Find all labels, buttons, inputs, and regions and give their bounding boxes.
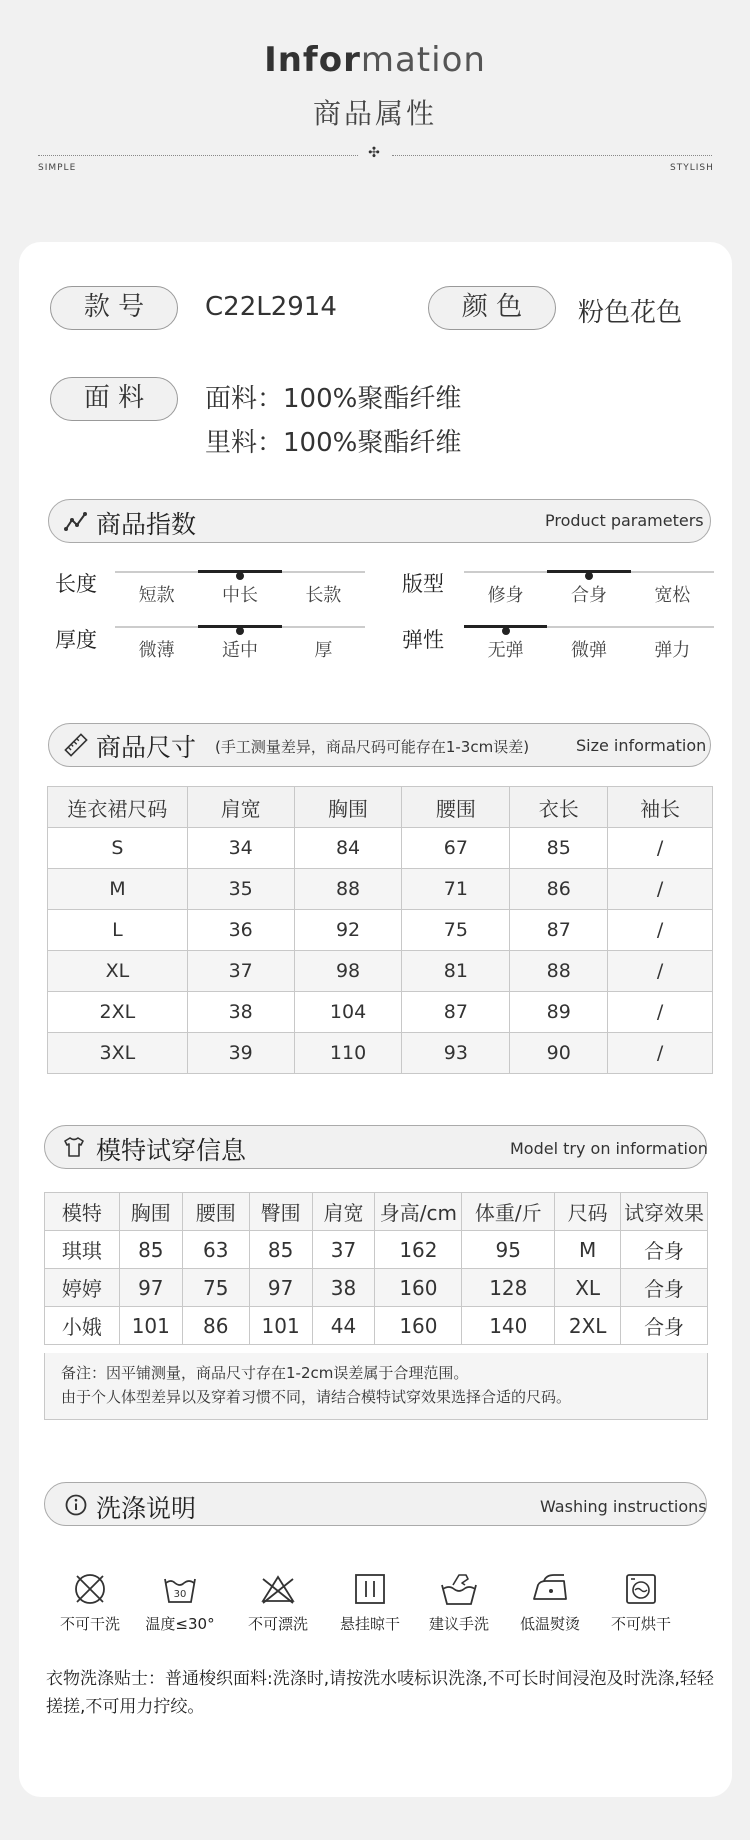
model-cell: 140 xyxy=(462,1307,555,1345)
washing-tips xyxy=(46,1665,716,1721)
model-cell: 101 xyxy=(119,1307,182,1345)
param-option: 合身 xyxy=(570,585,607,606)
model-header-cell: 身高/cm xyxy=(375,1193,462,1231)
washing-tips-line1: 衣物洗涤贴士：普通梭织面料:洗涤时,请按洗水唛标识洗涤,不可长时间浸泡及时洗涤,轻轻 xyxy=(46,1669,714,1689)
model-title-en: Model try on information xyxy=(510,1139,708,1158)
model-cell: 160 xyxy=(375,1307,462,1345)
model-cell: 37 xyxy=(312,1231,375,1269)
wash-label: 温度≤30° xyxy=(145,1615,215,1633)
model-header-row xyxy=(45,1193,708,1231)
simple-label: SIMPLE xyxy=(38,163,77,173)
washing-tips-line2: 搓搓,不可用力拧绞。 xyxy=(46,1697,205,1717)
model-cell: 合身 xyxy=(621,1307,708,1345)
size-cell: / xyxy=(608,992,713,1033)
size-note: (手工测量差异，商品尺码可能存在1-3cm误差) xyxy=(215,738,530,756)
size-cell: 90 xyxy=(510,1033,608,1074)
param-selected-dot xyxy=(236,572,244,580)
size-cell: 71 xyxy=(402,869,510,910)
divider-left xyxy=(38,155,358,156)
model-cell: 63 xyxy=(182,1231,249,1269)
model-cell: 160 xyxy=(375,1269,462,1307)
size-cell: 89 xyxy=(510,992,608,1033)
param-label: 厚度 xyxy=(55,628,97,652)
wash-item xyxy=(330,1571,410,1634)
model-header-cell: 体重/斤 xyxy=(462,1193,555,1231)
cross-ornament-icon: ✣ xyxy=(368,145,380,161)
model-header-cell: 腰围 xyxy=(182,1193,249,1231)
param-label: 弹性 xyxy=(402,628,444,652)
wash-label: 建议手洗 xyxy=(428,1615,489,1633)
wash-item xyxy=(140,1571,220,1634)
model-cell: 95 xyxy=(462,1231,555,1269)
size-cell: 87 xyxy=(402,992,510,1033)
size-row xyxy=(48,1033,713,1074)
model-cell: 2XL xyxy=(555,1307,621,1345)
model-cell: 婷婷 xyxy=(45,1269,120,1307)
param-option: 适中 xyxy=(221,640,258,661)
model-title: 模特试穿信息 xyxy=(96,1136,247,1165)
param-option: 短款 xyxy=(138,585,175,606)
model-header-cell: 肩宽 xyxy=(312,1193,375,1231)
page-title xyxy=(0,40,750,80)
size-row xyxy=(48,910,713,951)
size-cell: 86 xyxy=(510,869,608,910)
size-header-cell: 腰围 xyxy=(402,787,510,828)
param-option: 微薄 xyxy=(138,640,175,661)
size-cell: 38 xyxy=(187,992,294,1033)
washing-title: 洗涤说明 xyxy=(96,1494,197,1523)
style-number-value: C22L2914 xyxy=(205,292,337,322)
no-bleach-icon xyxy=(260,1571,296,1607)
wash-label: 不可漂洗 xyxy=(247,1615,308,1633)
size-cell: / xyxy=(608,869,713,910)
size-header-cell: 肩宽 xyxy=(187,787,294,828)
size-cell: 88 xyxy=(510,951,608,992)
low-iron-icon xyxy=(530,1571,570,1607)
model-note-line1: 备注：因平铺测量，商品尺寸存在1-2cm误差属于合理范围。 xyxy=(61,1364,469,1382)
wash-label: 不可干洗 xyxy=(59,1615,120,1633)
size-cell: 2XL xyxy=(48,992,188,1033)
fabric-label: 面 料 xyxy=(50,377,178,421)
size-row xyxy=(48,992,713,1033)
model-row xyxy=(45,1231,708,1269)
no-tumble-dry-icon xyxy=(623,1571,659,1607)
model-cell: XL xyxy=(555,1269,621,1307)
model-row xyxy=(45,1307,708,1345)
size-cell: 75 xyxy=(402,910,510,951)
hand-wash-icon xyxy=(439,1571,479,1607)
model-cell: 琪琪 xyxy=(45,1231,120,1269)
model-cell: 85 xyxy=(249,1231,312,1269)
style-number-label: 款 号 xyxy=(50,286,178,330)
size-cell: M xyxy=(48,869,188,910)
size-cell: 87 xyxy=(510,910,608,951)
model-header-cell: 胸围 xyxy=(119,1193,182,1231)
fabric-line-outer: 面料：100%聚酯纤维 xyxy=(205,384,462,414)
param-selected-dot xyxy=(502,627,510,635)
size-cell: 81 xyxy=(402,951,510,992)
size-cell: 92 xyxy=(294,910,402,951)
model-cell: 97 xyxy=(119,1269,182,1307)
model-cell: 合身 xyxy=(621,1269,708,1307)
wash-item xyxy=(419,1571,499,1634)
size-header-cell: 胸围 xyxy=(294,787,402,828)
title-light: mation xyxy=(360,40,486,80)
wash-item xyxy=(50,1571,130,1634)
param-option: 中长 xyxy=(221,585,258,606)
model-cell: 128 xyxy=(462,1269,555,1307)
param-selected-dot xyxy=(585,572,593,580)
wash-temp-badge: 30 xyxy=(173,1589,187,1600)
size-title: 商品尺寸 xyxy=(96,733,197,762)
wash-label: 低温熨烫 xyxy=(519,1615,580,1633)
size-cell: 88 xyxy=(294,869,402,910)
washing-title-en: Washing instructions xyxy=(540,1497,707,1516)
model-note-line2: 由于个人体型差异以及穿着习惯不同，请结合模特试穿效果选择合适的尺码。 xyxy=(61,1388,572,1406)
model-header-cell: 臀围 xyxy=(249,1193,312,1231)
page-subtitle: 商品属性 xyxy=(312,97,437,130)
wash-item xyxy=(510,1571,590,1634)
hang-dry-icon xyxy=(352,1571,388,1607)
model-cell: 44 xyxy=(312,1307,375,1345)
size-cell: XL xyxy=(48,951,188,992)
param-label: 版型 xyxy=(402,572,444,596)
model-row xyxy=(45,1269,708,1307)
wash-item xyxy=(601,1571,681,1634)
size-cell: 93 xyxy=(402,1033,510,1074)
wash-30-icon xyxy=(162,1571,198,1607)
size-header-cell: 连衣裙尺码 xyxy=(48,787,188,828)
tshirt-icon xyxy=(62,1135,86,1159)
model-cell: 162 xyxy=(375,1231,462,1269)
size-cell: 104 xyxy=(294,992,402,1033)
param-option: 厚 xyxy=(314,640,333,661)
size-cell: 110 xyxy=(294,1033,402,1074)
model-cell: 101 xyxy=(249,1307,312,1345)
size-cell: 85 xyxy=(510,828,608,869)
size-title-en: Size information xyxy=(576,736,707,755)
size-row xyxy=(48,869,713,910)
param-selected-dot xyxy=(236,627,244,635)
wash-label: 不可烘干 xyxy=(610,1615,671,1633)
params-title-en: Product parameters xyxy=(545,511,704,530)
model-cell: 97 xyxy=(249,1269,312,1307)
fabric-line-lining: 里料：100%聚酯纤维 xyxy=(205,428,462,458)
ruler-icon xyxy=(64,733,88,757)
model-note xyxy=(44,1353,708,1420)
size-cell: 35 xyxy=(187,869,294,910)
size-cell: 84 xyxy=(294,828,402,869)
param-label: 长度 xyxy=(55,572,97,596)
size-cell: 37 xyxy=(187,951,294,992)
size-row xyxy=(48,951,713,992)
stylish-label: STYLISH xyxy=(670,163,714,173)
size-cell: 39 xyxy=(187,1033,294,1074)
size-cell: 34 xyxy=(187,828,294,869)
size-row xyxy=(48,828,713,869)
divider-right xyxy=(392,155,712,156)
color-label: 颜 色 xyxy=(428,286,556,330)
color-value: 粉色花色 xyxy=(578,298,683,328)
wash-label: 悬挂晾干 xyxy=(339,1615,400,1633)
size-cell: 98 xyxy=(294,951,402,992)
size-cell: S xyxy=(48,828,188,869)
model-cell: M xyxy=(555,1231,621,1269)
size-header-cell: 袖长 xyxy=(608,787,713,828)
params-title: 商品指数 xyxy=(96,510,197,539)
model-cell: 85 xyxy=(119,1231,182,1269)
size-cell: 36 xyxy=(187,910,294,951)
size-cell: L xyxy=(48,910,188,951)
model-cell: 75 xyxy=(182,1269,249,1307)
model-cell: 38 xyxy=(312,1269,375,1307)
model-header-cell: 尺码 xyxy=(555,1193,621,1231)
param-option: 修身 xyxy=(487,585,524,606)
no-dry-clean-icon xyxy=(72,1571,108,1607)
model-cell: 小娥 xyxy=(45,1307,120,1345)
size-cell: / xyxy=(608,951,713,992)
size-cell: 3XL xyxy=(48,1033,188,1074)
size-cell: / xyxy=(608,1033,713,1074)
size-header-row xyxy=(48,787,713,828)
title-bold: Infor xyxy=(264,40,361,80)
size-header-cell: 衣长 xyxy=(510,787,608,828)
model-table xyxy=(44,1192,708,1345)
param-option: 宽松 xyxy=(654,585,691,606)
param-option: 长款 xyxy=(305,585,342,606)
model-header-cell: 模特 xyxy=(45,1193,120,1231)
model-header-cell: 试穿效果 xyxy=(621,1193,708,1231)
model-cell: 86 xyxy=(182,1307,249,1345)
size-cell: / xyxy=(608,828,713,869)
param-option: 无弹 xyxy=(487,640,524,661)
info-icon xyxy=(64,1493,88,1517)
param-option: 弹力 xyxy=(654,640,691,661)
wash-item xyxy=(238,1571,318,1634)
size-cell: 67 xyxy=(402,828,510,869)
trend-icon xyxy=(64,510,88,534)
size-table xyxy=(47,786,713,1074)
param-option: 微弹 xyxy=(570,640,607,661)
model-cell: 合身 xyxy=(621,1231,708,1269)
size-cell: / xyxy=(608,910,713,951)
